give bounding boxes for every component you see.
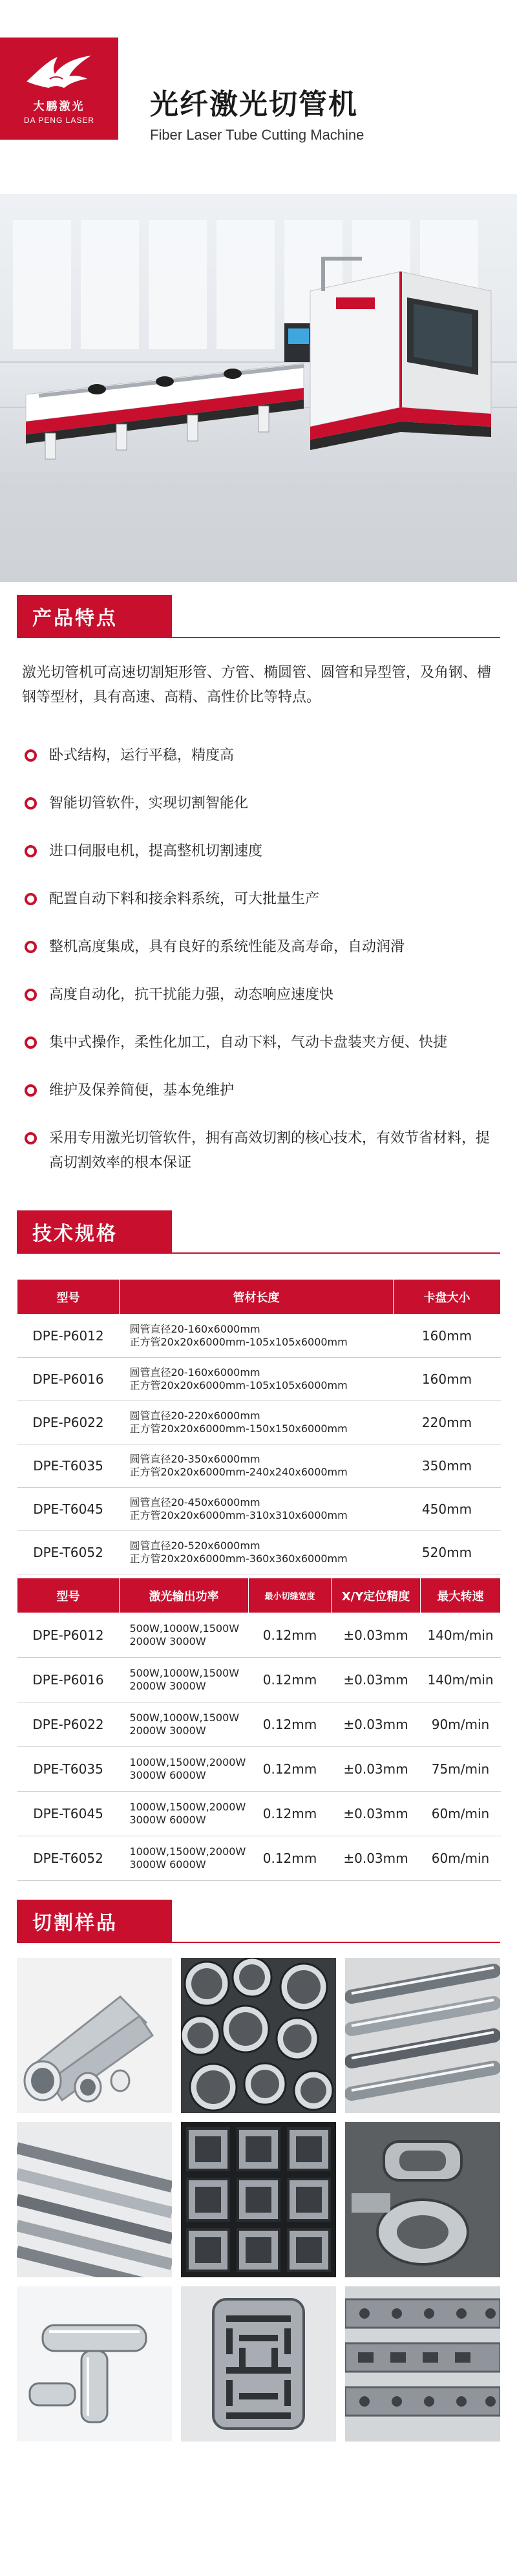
feature-item: 集中式操作，柔性化加工，自动下料，气动卡盘装夹方便、快捷 [22, 1031, 500, 1055]
stainless-tube-bundle-icon [181, 1958, 336, 2113]
brand-logo [0, 38, 118, 140]
specs-divider [17, 1252, 500, 1254]
sample-image [345, 2122, 500, 2277]
table-row: DPE-T6052 圆管直径20-520x6000mm 正方管20x20x6000mm-360x360x6000mm 520mm [17, 1531, 501, 1574]
table-row: DPE-T6045 圆管直径20-450x6000mm 正方管20x20x6000mm-310x310x6000mm 450mm [17, 1488, 501, 1531]
logo-chinese-name: 大鹏激光 [33, 100, 85, 113]
sample-image [181, 1958, 336, 2113]
features-heading: 产品特点 [17, 595, 172, 638]
spec-table-laser [17, 1578, 501, 1881]
table-row: DPE-P6022 圆管直径20-220x6000mm 正方管20x20x6000mm-150x150x6000mm 220mm [17, 1401, 501, 1444]
sample-image [181, 2286, 336, 2442]
patterned-cylinder-icon [181, 2286, 336, 2442]
table-header-row [17, 1280, 501, 1315]
column-header: X/Y定位精度 [332, 1578, 421, 1613]
column-header: 激光输出功率 [120, 1578, 249, 1613]
sample-image [17, 2122, 172, 2277]
table-row: DPE-T6052 1000W,1500W,2000W 3000W 6000W 0.12mm ±0.03mm 60m/min [17, 1836, 501, 1881]
column-header: 型号 [17, 1280, 120, 1315]
bullet-ring-icon [25, 797, 37, 810]
feature-item: 高度自动化，抗干扰能力强，动态响应速度快 [22, 983, 500, 1007]
column-header: 最大转速 [421, 1578, 501, 1613]
features-intro: 激光切管机可高速切割矩形管、方管、椭圆管、圆管和异型管，及角钢、槽钢等型材，具有高速、高精、高性价比等特点。 [22, 665, 492, 705]
features-divider [17, 637, 500, 638]
eagle-logo-icon [24, 53, 95, 93]
feature-item: 整机高度集成，具有良好的系统性能及高寿命，自动润滑 [22, 935, 500, 960]
table-row: DPE-P6016 500W,1000W,1500W 2000W 3000W 0.12mm ±0.03mm 140m/min [17, 1658, 501, 1702]
table-row: DPE-P6022 500W,1000W,1500W 2000W 3000W 0.12mm ±0.03mm 90m/min [17, 1702, 501, 1747]
samples-grid [17, 1958, 500, 2442]
specs-heading: 技术规格 [17, 1210, 172, 1253]
spec-table-tube-length [17, 1279, 501, 1574]
table-row: DPE-T6035 圆管直径20-350x6000mm 正方管20x20x6000mm-240x240x6000mm 350mm [17, 1444, 501, 1488]
page-subtitle: Fiber Laser Tube Cutting Machine [150, 127, 364, 143]
table-row: DPE-P6016 圆管直径20-160x6000mm 正方管20x20x6000mm-105x105x6000mm 160mm [17, 1358, 501, 1401]
bullet-ring-icon [25, 893, 37, 905]
table-header-row [17, 1578, 501, 1613]
table-row: DPE-T6045 1000W,1500W,2000W 3000W 6000W 0.12mm ±0.03mm 60m/min [17, 1792, 501, 1836]
logo-english-name: DA PENG LASER [23, 115, 95, 125]
sample-image [345, 1958, 500, 2113]
bullet-ring-icon [25, 941, 37, 953]
bullet-ring-icon [25, 989, 37, 1001]
column-header: 卡盘大小 [394, 1280, 501, 1315]
feature-item: 进口伺服电机，提高整机切割速度 [22, 839, 500, 864]
perforated-tubes-icon [345, 2286, 500, 2442]
feature-item: 智能切管软件，实现切割智能化 [22, 791, 500, 816]
feature-item: 采用专用激光切管软件，拥有高效切割的核心技术，有效节省材料，提高切割效率的根本保证 [22, 1126, 500, 1175]
feature-item: 配置自动下料和接余料系统，可大批量生产 [22, 887, 500, 912]
column-header: 管材长度 [120, 1280, 394, 1315]
square-tubes-icon [181, 2122, 336, 2277]
tube-stack-icon [17, 2122, 172, 2277]
bullet-ring-icon [25, 845, 37, 857]
table-row: DPE-T6035 1000W,1500W,2000W 3000W 6000W 0.12mm ±0.03mm 75m/min [17, 1747, 501, 1792]
bullet-ring-icon [25, 749, 37, 762]
bullet-ring-icon [25, 1036, 37, 1049]
pipe-fittings-icon [17, 2286, 172, 2442]
bullet-ring-icon [25, 1132, 37, 1144]
round-tubes-icon [17, 1958, 172, 2113]
header [0, 0, 517, 194]
bullet-ring-icon [25, 1084, 37, 1097]
table-row: DPE-P6012 圆管直径20-160x6000mm 正方管20x20x6000mm-105x105x6000mm 160mm [17, 1315, 501, 1358]
column-header: 型号 [17, 1578, 120, 1613]
samples-heading: 切割样品 [17, 1900, 172, 1942]
cut-parts-icon [345, 2122, 500, 2277]
table-row: DPE-P6012 500W,1000W,1500W 2000W 3000W 0.12mm ±0.03mm 140m/min [17, 1613, 501, 1658]
laser-tube-cutter-illustration [0, 194, 517, 582]
column-header: 最小切缝宽度 [249, 1578, 332, 1613]
page-title: 光纤激光切管机 [150, 88, 358, 121]
feature-item: 维护及保养简便，基本免维护 [22, 1079, 500, 1103]
sample-image [17, 1958, 172, 2113]
feature-item: 卧式结构，运行平稳，精度高 [22, 744, 500, 768]
sample-image [17, 2286, 172, 2442]
sample-image [181, 2122, 336, 2277]
sample-image [345, 2286, 500, 2442]
polished-tubes-icon [345, 1958, 500, 2113]
samples-divider [17, 1942, 500, 1943]
features-list [22, 744, 500, 1175]
machine-photo [0, 194, 517, 582]
